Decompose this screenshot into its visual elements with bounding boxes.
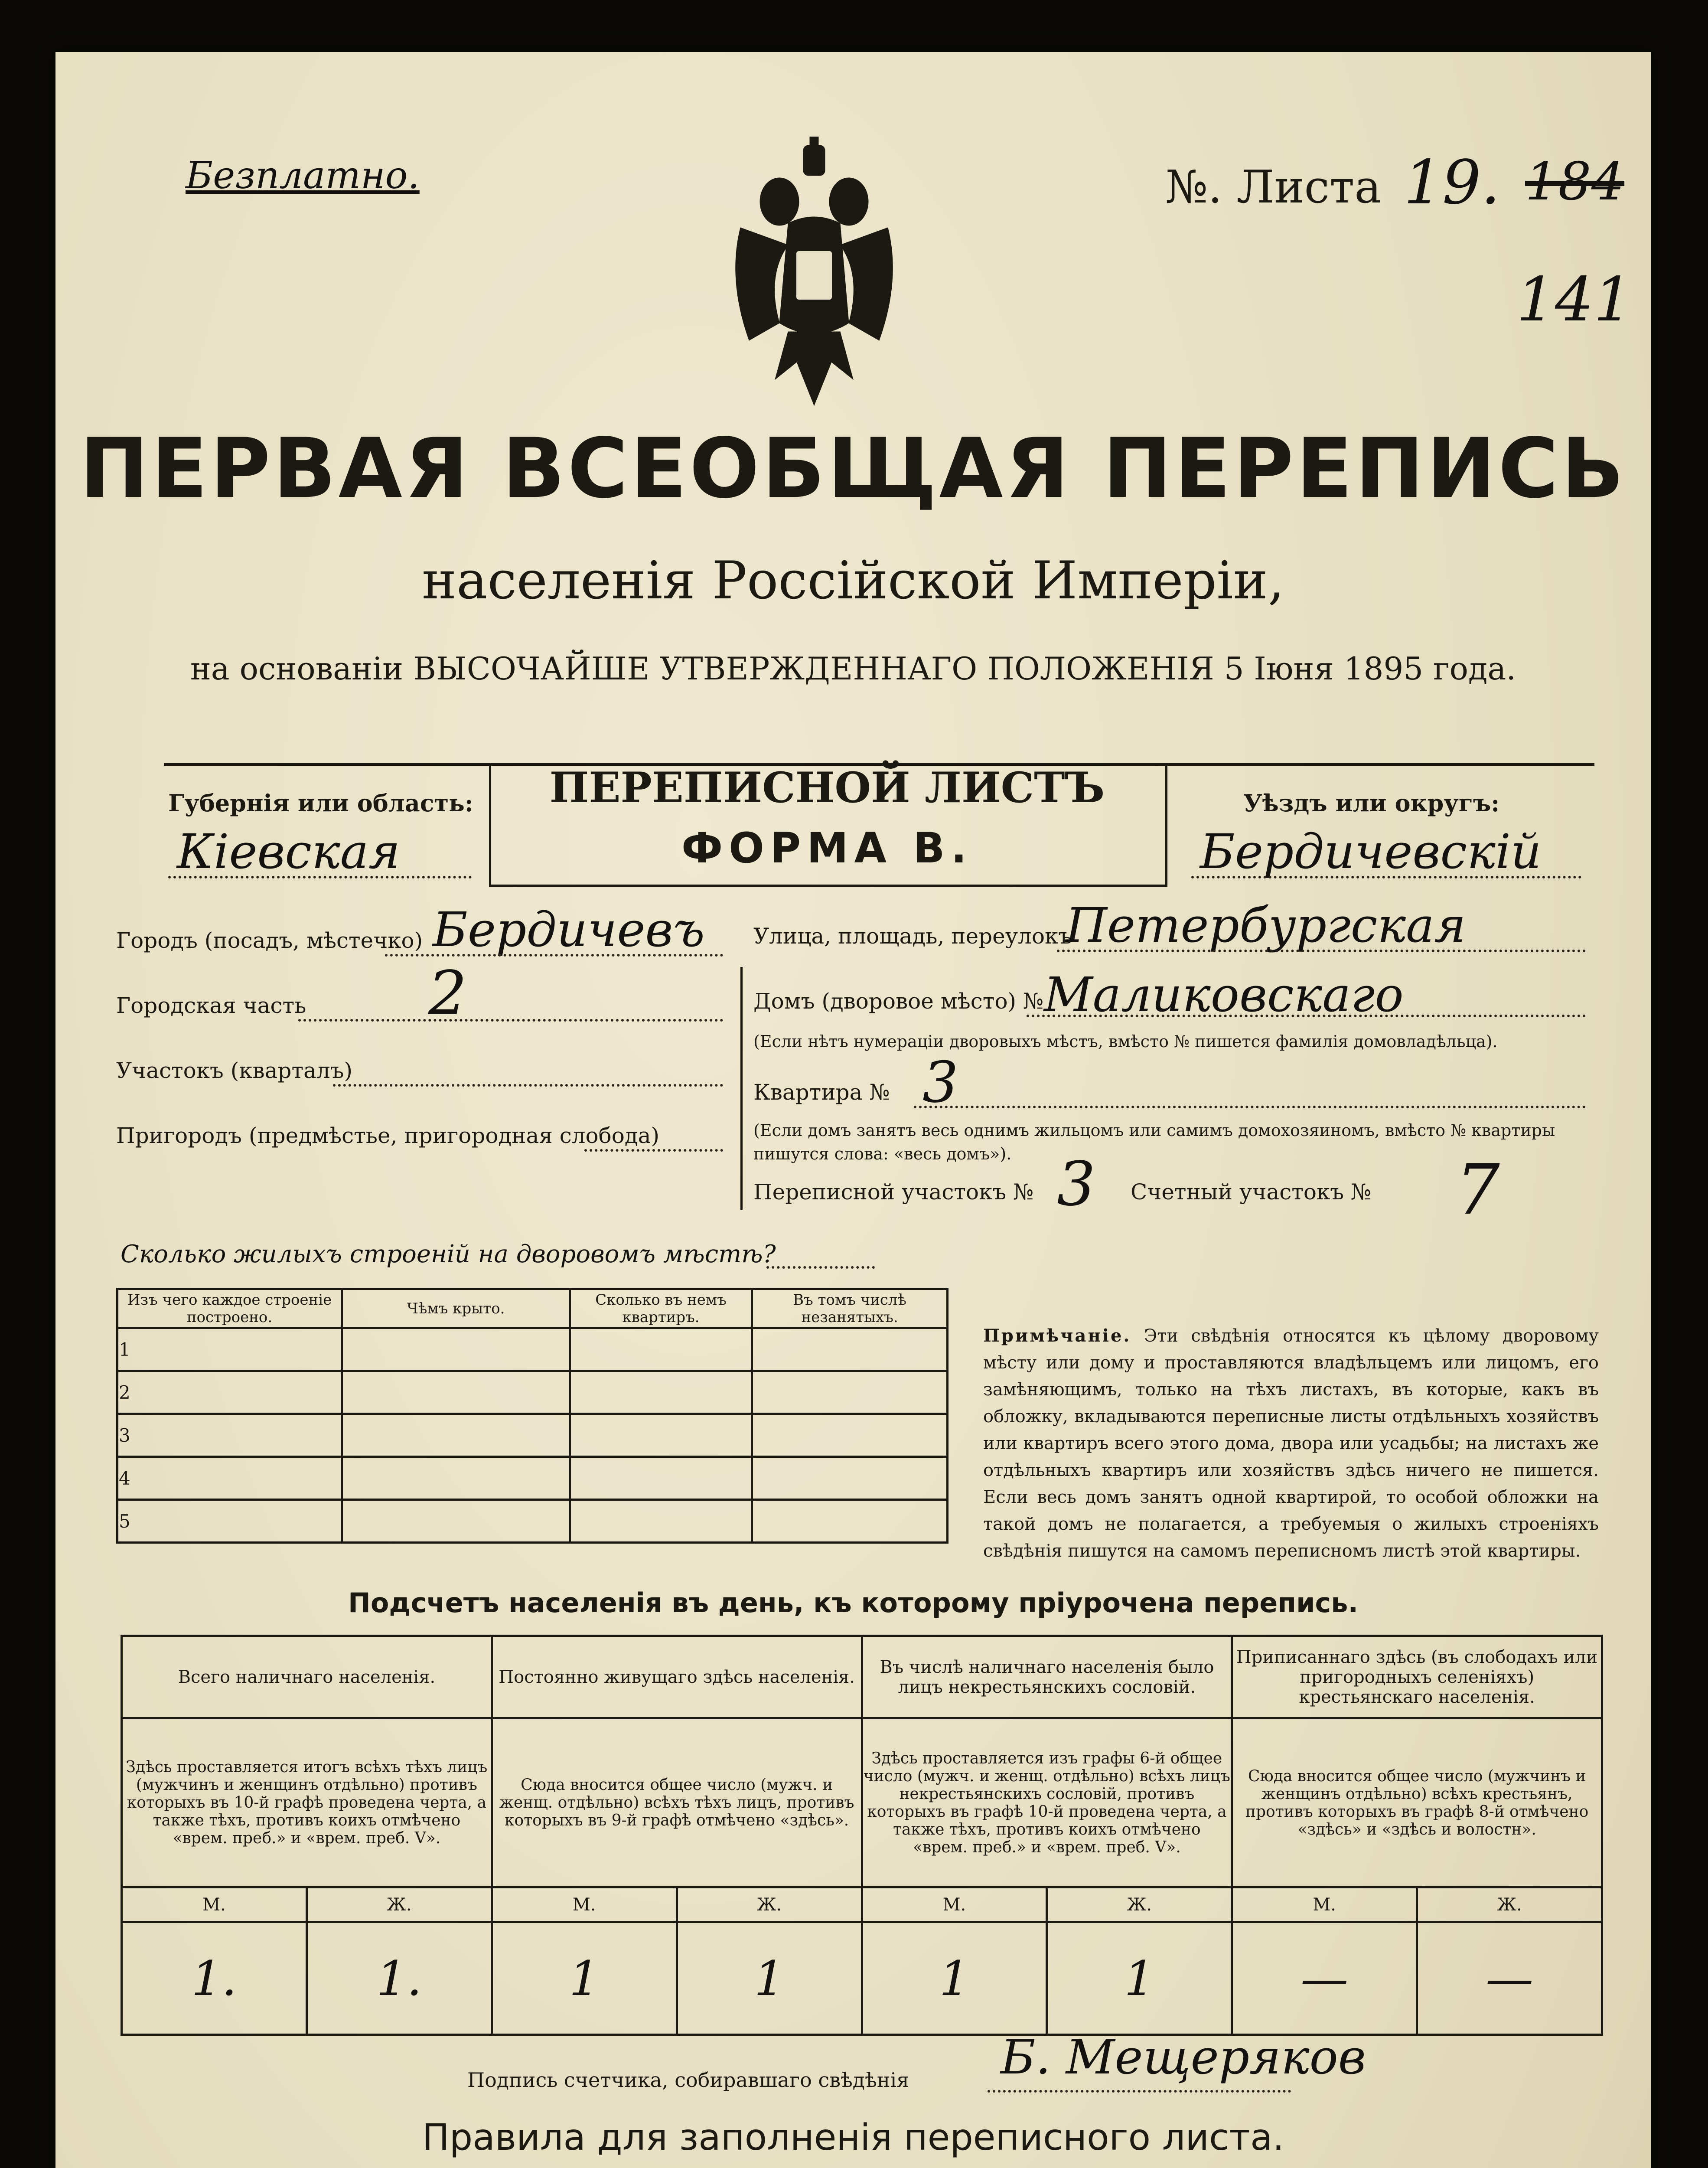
city-value: Бердичевъ	[433, 902, 705, 957]
house-label: Домъ (дворовое мѣсто) №	[753, 989, 1044, 1014]
table-row: 5	[117, 1500, 342, 1543]
sheet-number-value: 19.	[1404, 147, 1500, 218]
signature-value: Б. Мещеряков	[1001, 2029, 1366, 2085]
rules-title: Правила для заполненія переписного листа.	[422, 2116, 1284, 2158]
table-row: 4	[117, 1457, 342, 1500]
apartment-label: Квартира №	[753, 1080, 890, 1105]
city-label: Городъ (посадъ, мѣстечко)	[116, 928, 423, 953]
population-col1-male: 1.	[122, 1922, 307, 2035]
sheet-number-alt: 141	[1516, 264, 1633, 335]
population-col1-female: 1.	[306, 1922, 492, 2035]
male-label: М.	[862, 1887, 1047, 1922]
female-label: Ж.	[677, 1887, 862, 1922]
count-district-value: 7	[1456, 1149, 1500, 1230]
buildings-header-apartments: Сколько въ немъ квартиръ.	[570, 1289, 752, 1328]
house-note: (Если нѣтъ нумераціи дворовыхъ мѣстъ, вмѣсто № пишется фамилія домовладѣльца).	[753, 1032, 1498, 1051]
population-col3-female: 1	[1047, 1922, 1232, 2035]
province-value: Кіевская	[177, 824, 401, 879]
buildings-note-text: Эти свѣдѣнія относятся къ цѣлому дворовому мѣсту или дому и проставляются владѣльцемъ или лицомъ, его замѣняющимъ, только на тѣхъ листахъ, въ которые, какъ въ обложку, вкладываются переписные листы отдѣльныхъ хозяйствъ или квартиръ всего этого дома, двора или усадьбы; на листахъ же отдѣльныхъ квартиръ или хозяйствъ здѣсь ничего не пишется. Если весь домъ занятъ одной квартирой, то особой обложки на такой домъ не полагается, а требуемыя о жилыхъ строеніяхъ свѣдѣнія пишутся на самомъ переписномъ листѣ этой квартиры.	[983, 1326, 1599, 1561]
street-value: Петербургская	[1066, 898, 1466, 953]
legal-basis: на основаніи ВЫСОЧАЙШЕ УТВЕРЖДЕННАГО ПОЛОЖЕНІЯ 5 Іюня 1895 года.	[190, 650, 1516, 687]
female-label: Ж.	[306, 1887, 492, 1922]
male-label: М.	[122, 1887, 307, 1922]
buildings-note-title: Примѣчаніе.	[983, 1326, 1131, 1346]
population-col4-head: Приписаннаго здѣсь (въ слободахъ или пригородныхъ селеніяхъ) крестьянскаго населенія.	[1232, 1636, 1602, 1718]
city-part-value: 2	[428, 958, 467, 1029]
city-part-label: Городская часть	[116, 993, 306, 1018]
free-label: Безплатно.	[186, 154, 420, 197]
suburb-label: Пригородъ (предмѣстье, пригородная слобода)	[116, 1123, 659, 1148]
district-value: Бердичевскій	[1200, 824, 1542, 879]
table-row: 3	[117, 1414, 342, 1457]
male-label: М.	[492, 1887, 677, 1922]
population-col2-head: Постоянно живущаго здѣсь населенія.	[492, 1636, 862, 1718]
buildings-header-vacant: Въ томъ числѣ незанятыхъ.	[752, 1289, 948, 1328]
form-sheet-title: ПЕРЕПИСНОЙ ЛИСТЪ	[549, 763, 1105, 812]
count-district-label: Счетный участокъ №	[1131, 1179, 1372, 1205]
street-label: Улица, площадь, переулокъ	[753, 924, 1072, 949]
male-label: М.	[1232, 1887, 1417, 1922]
buildings-question: Сколько жилыхъ строеній на дворовомъ мѣстѣ?	[121, 1240, 776, 1268]
population-col1-head: Всего наличнаго населенія.	[122, 1636, 492, 1718]
buildings-note	[983, 1322, 1599, 1564]
district-label: Уѣздъ или округъ:	[1243, 789, 1500, 817]
census-district-label: Переписной участокъ №	[753, 1179, 1034, 1205]
buildings-header-roof: Чѣмъ крыто.	[342, 1289, 570, 1328]
page-subtitle: населенія Россійской Имперіи,	[422, 551, 1284, 611]
apartment-note: (Если домъ занятъ весь однимъ жильцомъ или самимъ домохозяиномъ, вмѣсто № квартиры пишутся слова: «весь домъ»).	[753, 1121, 1555, 1163]
population-col2-male: 1	[492, 1922, 677, 2035]
population-col4-desc: Сюда вносится общее число (мужчинъ и женщинъ отдѣльно) всѣхъ крестьянъ, противъ которыхъ въ графѣ 8-й отмѣчено «здѣсь» и «здѣсь и волостн».	[1232, 1718, 1602, 1887]
table-row: 1	[117, 1328, 342, 1371]
population-col4-male: —	[1232, 1922, 1417, 2035]
population-col2-female: 1	[677, 1922, 862, 2035]
apartment-value: 3	[922, 1049, 958, 1115]
sheet-number-label: №. Листа	[1165, 160, 1382, 213]
sheet-number-crossed: 184	[1525, 152, 1625, 212]
buildings-table	[116, 1288, 949, 1544]
population-col3-desc: Здѣсь проставляется изъ графы 6-й общее число (мужч. и женщ. отдѣльно) всѣхъ лицъ некрестьянскихъ сословій, противъ которыхъ въ графѣ 10-й проведена черта, а также тѣхъ, противъ коихъ отмѣчено «врем. преб.» и «врем. преб. V».	[862, 1718, 1232, 1887]
page-title: ПЕРВАЯ ВСЕОБЩАЯ ПЕРЕПИСЬ	[79, 421, 1627, 516]
population-table	[121, 1635, 1603, 2036]
female-label: Ж.	[1417, 1887, 1602, 1922]
population-col1-desc: Здѣсь проставляется итогъ всѣхъ тѣхъ лицъ (мужчинъ и женщинъ отдѣльно) противъ которыхъ въ 10-й графѣ проведена черта, а также тѣхъ, противъ коихъ отмѣчено «врем. преб.» и «врем. преб. V».	[122, 1718, 492, 1887]
section-label: Участокъ (кварталъ)	[116, 1058, 352, 1083]
table-row: 2	[117, 1371, 342, 1414]
population-col3-male: 1	[862, 1922, 1047, 2035]
population-title: Подсчетъ населенія въ день, къ которому пріурочена перепись.	[348, 1587, 1359, 1619]
population-col2-desc: Сюда вносится общее число (мужч. и женщ. отдѣльно) всѣхъ тѣхъ лицъ, противъ которыхъ въ 9-й графѣ отмѣчено «здѣсь».	[492, 1718, 862, 1887]
population-col4-female: —	[1417, 1922, 1602, 2035]
house-value: Маликовскаго	[1044, 967, 1404, 1022]
population-col3-head: Въ числѣ наличнаго населенія было лицъ некрестьянскихъ сословій.	[862, 1636, 1232, 1718]
buildings-header-material: Изъ чего каждое строеніе построено.	[117, 1289, 342, 1328]
double-headed-eagle-emblem-icon	[723, 137, 905, 414]
form-name: ФОРМА В.	[681, 824, 973, 872]
signature-label: Подпись счетчика, собиравшаго свѣдѣнія	[467, 2068, 909, 2092]
female-label: Ж.	[1047, 1887, 1232, 1922]
province-label: Губернія или область:	[168, 789, 473, 817]
census-sheet	[55, 52, 1651, 2168]
census-district-value: 3	[1057, 1149, 1096, 1220]
